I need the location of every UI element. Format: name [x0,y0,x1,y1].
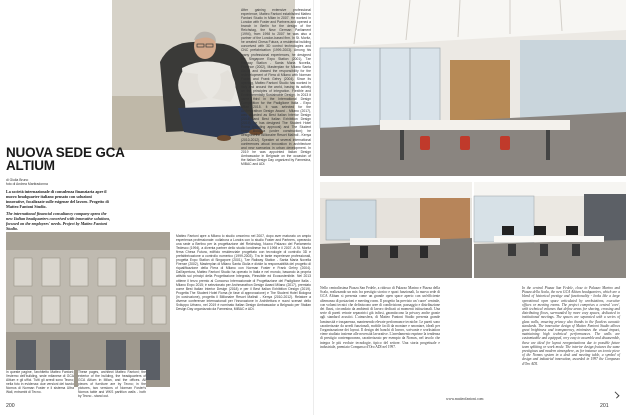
page-number-left: 200 [6,403,15,409]
page-title: NUOVA SEDE GCA ALTIUM [6,145,125,173]
meeting-room-illustration [320,182,472,278]
bio-italian: Matteo Fantoni apre a Milano lo studio omonimo nel 2007, dopo aver maturato un ampio esperienza professionale: collabora a Londra con lo studio Foster and Partners, operando una sede a Berlino per la progettazione del Reichstag, Nuovo Palazzo del Parlamento Tedesco (1994), a diventa partner dello studio londinese tra il 1998 e il 2007. A St. Moritz firma Chesa Futura, edificio residenziale progettato con tecnologie di controllo 3D e prefabbricazione a controllo numerico (1999-2003). Tra le tante esperienze professionali, progetta Expo Station di Singapore (2001), Tze Railway Station - Santa Maria Novella Firenze (2002), Masterplan di Milano Santa Giulia e divide la responsabilità del progetto di riqualificazione della Fiera di Milano con Norman Foster e Frank Gehry (2004). Dall'apertura, Matteo Fantoni Studio ha operato in Italia e nel mondo, basando la propria attività sui principi della Progettazione Integrata, Flessibile ed Ecosostenibile. Nel 2013 ottiene il terzo premio al Concorso Internazionale di Progettazione del Padiglione Italia - Milano Expo 2015; è selezionato per Archmarathon Design Award Milano (2017), premiato come Best Italian Interior Design (2018) e per il Best Italian Exhibition Design (2019). Progetta The Student Hotel Roma (in fase di approvazione) e The Student Hotel Bologna (in costruzione), progetta il Billionaire Resort Malindi - Kenya (2010-2012). Relatore a diverse conferenze internazionali per l'innovazione in Architettura e nuovi scenari dello Sviluppo Urbano, nel 2019 è nominato Italian Design Ambassador a Belgrado per l'Italian Design Day organizzato da Farnesina, MIBAC e ADI. [176,234,311,311]
page-gutter [313,0,314,415]
workstations-photo [474,182,626,278]
caption-italian: In queste pagine, l'architetto Matteo Fantoni; l'esterno dell'building, sede milanese di GCA Altium e gli uffici. Tutti gli arredi sono Tecno; nella foto in evidenza: due versioni del tavolo Nomos di Norman Foster e il sistema Ultra Wall, entrambi di Tecno. [6,370,74,400]
website-url[interactable]: www.matteofantoni.com [446,397,484,401]
building-illustration [6,232,170,387]
byline: di Giulia Bruno [6,178,29,182]
building-exterior-photo [6,232,170,387]
photo-credit: foto di Andrea Martiradonna [6,182,48,187]
lead-italian: La società internazionale di consulenza finanziaria apre il nuovo headquarter italiano pensato con soluzioni innovative, focalizzate sulle esigenze del lavoro. Progetto di Matteo Fantoni Studio. [6,189,109,209]
lead-english: The international financial consultancy company opens the new Italian headquarters conceived with innovative solutions, focused on the employees' needs. Project by Matteo Fantoni Studio. [6,211,111,231]
meeting-room-photo [320,182,472,278]
caption-english: These pages, architect Matteo Fantoni; the exterior of the building, the headquarters of GCA Altium in Milan, and the offices. All pieces of furniture are by Tecno; in the pictures, two versions of Norman Foster's Nomos table and WKS partition walls - both by Tecno - stand out. [78,370,146,399]
credits [6,178,48,187]
page-number-right: 201 [600,403,609,409]
office-overview-photo [320,0,626,176]
workstations-illustration [474,182,626,278]
body-italian: Nello centralissima Piazza San Fedele, a ridosso di Palazzo Marino e Piazza della Scala, realizzando un mix fra prestigio storico e spazi funzionali, la nuova sede di GCA Altium si presenta come un grande open space aperto con un'efficiente alternanza di postazioni e meeting room. Il progetto ha previsto un 'cuore' centrale, con volumi tecnici che definiscono aree di condivisione, passaggio e distribuzione dei flussi, circondato da ambienti di lavoro dedicati ai momenti istituzionali. Una serie di pareti vetrate separatrici già infissi, garantiscono la privacy anche grazie agli standard acustici. L'atmosfera, di Matteo Fantoni Studio presenta grande luminosità e trasparenza, mantenendo elevate performance tecniche. Le pareti sono caratterizzate da arredi funzionali, mobile facili da montare e smontare, ideali per l'organizzazione dei layout. Il design dei banchi di lavoro, scrivanie e workstation viene studiato insieme alle necessità lavorative. L'arredamento esprime la tendenza di prestigio contemporanea, caratterizzato per esempio da Nomos, nel tavolo che integra le più evolute tecnologie, tipico del settore. Una storia progettuale e industriale, premiato Compasso d'Oro ADI nel 1997. [320,286,440,349]
office-illustration [320,0,626,176]
body-english: In the central Piazza San Fedele, close to Palazzo Marino and Piazza della Scala, the new GCA Altium headquarters, which are a blend of historical prestige and functionality - looks like a large operational open space articulated by workstations, executive offices or meeting rooms. The project comprises a central 'core', with technical volumes that define areas for sharing, crossing and distributing flows, surrounded by more cozy spaces, dedicated to institutional meetings. The spaces are separated with a series of glass walls, ensuring privacy also thanks to the flawless acoustic standards. The innovative design of Matteo Fantoni Studio allows great brightness and transparency, minimizes the visual impact, maintaining high technical performances. The walls are customizable and equipped, very easy to assemble and disassemble, these are ideal for layout reorganizations due to possible future team splitting or work mode. The interior design features the same prestigious and modern atmosphere, as for instance an iconic piece of the Nomos system in a desk and meeting table, a symbol of design and industrial innovation, awarded in 1997 the Compasso d'Oro ADI. [522,286,620,366]
bio-english: After gaining extensive professional experience, Matteo Fantoni established Matteo Fantoni Studio in Milan in 2007. He worked in London with Foster and Partners and opened a branch in Berlin for the design of the Reichstag, the New German Parliament (1994), from 1998 to 2007 he was also a partner of the London-based firm. In St. Moritz, he created Chesa Futura, a residential building conceived with 3D control technologies and CNC prefabrication (1999-2003). Among his many professional experiences, he designed the Singapore Expo Station (2001), Tze Railway Station - Santa Maria Novella, Florence (2002), Masterplan for Milano Santa Giulia, and drawed the responsibility for the redevelopment of Fiera di Milano with Norman Foster and Frank Gehry (2004). Since its opening, Matteo Fantoni Studio has worked in Italy and around the world, basing its activity on the principles of integration. Flexible and Environmentally Sustainable Design. In 2013 it came third in the International Design Competition for the Padiglione Italia - Expo Milan 2015. It was selected for the Archmarathon Design Award - Milano (2017), was awarded as Best Italian Interior Design (2018) and Best Italian Exhibition Design (2019), he has designed The Student Hotel Roma (pending approval) and The Student Hotel Bologna (under construction); he designed the Billionaire Resort Malindi - Kenya (2010-2012). Speaker at several international conferences about innovation in architecture and new scenarios in urban development. In 2019 he was appointed Italian Design Ambassador in Belgrade on the occasion of the Italian Design Day organized by Farnesina, MIBAC and ADI. [241,8,311,166]
